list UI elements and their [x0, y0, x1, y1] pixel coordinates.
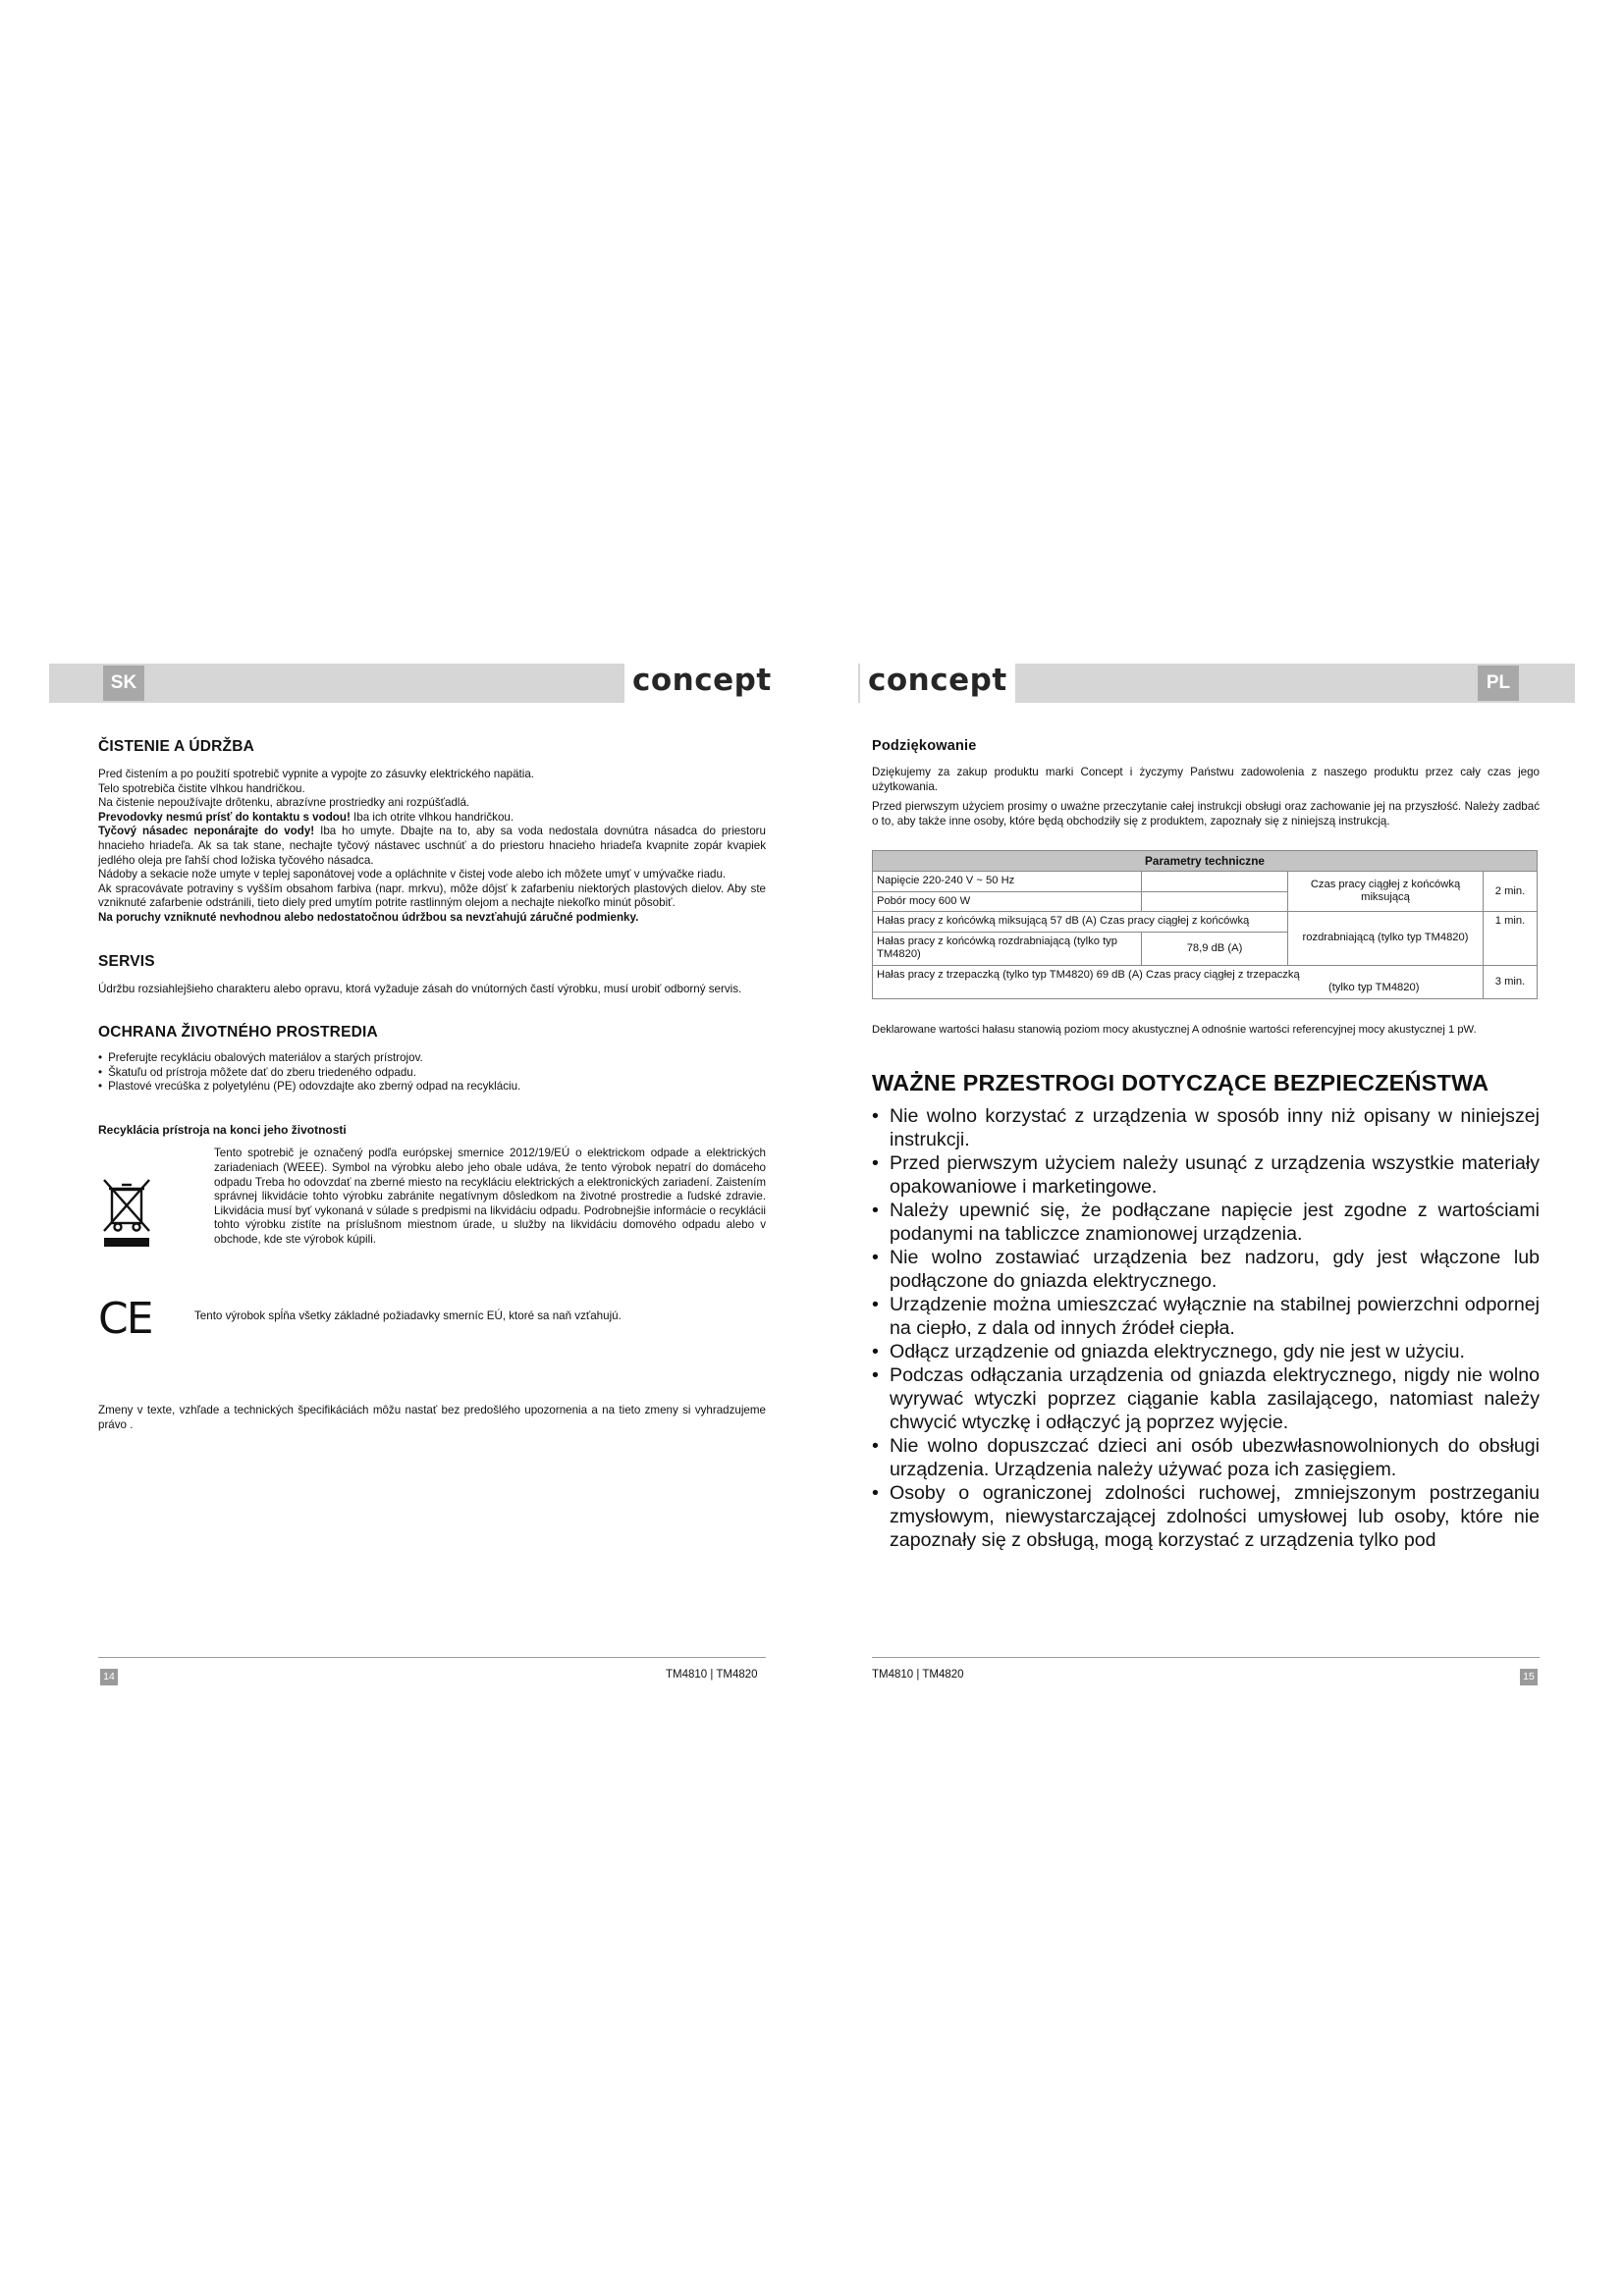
list-item: • Podczas odłączania urządzenia od gniazda elektrycznego, nigdy nie wolno wyrywać wtyczki poprzez ciąganie kabla zasilającego, natomiast należy chwycić wtyczkę i odłączyć ją poprzez wyjęcie.: [872, 1363, 1540, 1434]
sk-cleaning-line: [98, 811, 766, 826]
weee-bin-icon: [100, 1176, 155, 1249]
pl-declared-noise: Deklarowane wartości hałasu stanowią poziom mocy akustycznej A odnośnie wartości referencyjnej mocy akustycznej 1 pW.: [872, 1023, 1477, 1036]
language-tag-sk: SK: [103, 666, 144, 701]
pl-model-label: TM4810 | TM4820: [872, 1669, 964, 1681]
pl-safety-list: [872, 1104, 1540, 1552]
sk-env-title: OCHRANA ŽIVOTNÉHO PROSTREDIA: [98, 1024, 378, 1041]
sk-cleaning-line-rest: Iba ho umyte. Dbajte na to, aby sa voda nedostala dovnútra násadca do priestoru hnacieho hriadeľa. Ak sa tak stane, nechajte tyčový nástavec uschnúť a do priestoru hnacieho hriadeľa kvapnite zopár kvapiek jedlého oleja pre ľahší chod ložiska tyčového násadca.: [98, 825, 766, 867]
pl-page: [872, 738, 1540, 1552]
list-item: • Nie wolno dopuszczać dzieci ani osób ubezwłasnowolnionych do obsługi urządzenia. Urządzenia należy używać poza ich zasięgiem.: [872, 1434, 1540, 1481]
sk-model-label: TM4810 | TM4820: [666, 1669, 758, 1681]
sk-cleaning-line: Pred čistením a po použití spotrebič vypnite a vypojte zo zásuvky elektrického napätia.: [98, 768, 535, 780]
sk-service-title: SERVIS: [98, 952, 155, 970]
sk-footer-rule: [98, 1657, 766, 1658]
sk-cleaning-line: Na poruchy vzniknuté nevhodnou alebo nedostatočnou údržbou sa nevzťahujú záručné podmienky.: [98, 910, 639, 924]
sk-page-number: 14: [100, 1669, 118, 1685]
sk-env-list: [98, 1051, 766, 1094]
list-item: • Osoby o ograniczonej zdolności ruchowej, zmniejszonym postrzeganiu zmysłowym, niewystarczającej zdolności umysłowej lub osoby, które nie zapoznały się z obsługą, mogą korzystać z urządzenia tylko pod: [872, 1481, 1540, 1552]
sk-recycling-text: Tento spotrebič je označený podľa európskej smernice 2012/19/EÚ o elektrickom odpade a elektrických zariadeniach (WEEE). Symbol na výrobku alebo jeho obale udáva, že tento výrobok nepatrí do domáceho odpadu Treba ho odovzdať na zberné miesto na recykláciu elektrických a elektronických zariadení. Zaistením správnej likvidácie tohto výrobku zabránite negatívnym dôsledkom na životné prostredie a ľudské zdravie. Likvidácia musí byť vykonaná v súlade s predpismi na likvidáciu odpadu. Podrobnejšie informácie o recyklácii tohto výrobku zistíte na príslušnom miestnom úrade, u služby na likvidáciu domového odpadu alebo v obchode, kde ste výrobok kúpili.: [214, 1147, 766, 1246]
sk-warning-gearbox: Prevodovky nesmú prísť do kontaktu s vodou!: [98, 810, 351, 824]
tech-table-title: Parametry techniczne: [873, 851, 1538, 872]
list-item: • Odłącz urządzenie od gniazda elektrycznego, gdy nie jest w użyciu.: [872, 1340, 1540, 1363]
sk-cleaning-line: Nádoby a sekacie nože umyte v teplej saponátovej vode a opláchnite v čistej vode alebo ich môžete umyť v umývačke riadu.: [98, 868, 727, 881]
sk-recycling-title: Recyklácia prístroja na konci jeho životnosti: [98, 1123, 347, 1138]
table-cell: Napięcie 220-240 V ~ 50 Hz: [873, 872, 1142, 892]
pl-thanks-p2: Przed pierwszym użyciem prosimy o uważne przeczytanie całej instrukcji obsługi oraz zachowanie jej na przyszłość. Należy zadbać o to, aby także inne osoby, które będą obchodziły się z produktem, zapoznały się z niniejszą instrukcją.: [872, 800, 1540, 828]
pl-page-number: 15: [1520, 1669, 1538, 1685]
ce-mark-icon: CE: [98, 1294, 152, 1345]
sk-changes-notice: Zmeny v texte, vzhľade a technických špecifikáciách môžu nastať bez predošlého upozornenia a na tieto zmeny si vyhradzujeme právo .: [98, 1404, 766, 1431]
table-cell: 1 min.: [1484, 912, 1538, 966]
language-tag-pl: PL: [1478, 666, 1519, 701]
table-cell: [873, 965, 1484, 998]
pl-safety-title: WAŻNE PRZESTROGI DOTYCZĄCE BEZPIECZEŃSTWA: [872, 1070, 1489, 1096]
list-item: • Preferujte recykláciu obalových materiálov a starých prístrojov.: [98, 1051, 766, 1065]
table-cell: 3 min.: [1484, 965, 1538, 998]
table-cell: 2 min.: [1484, 872, 1538, 912]
brand-logo-right: concept: [860, 661, 1015, 704]
list-item: • Škatuľu od prístroja môžete dať do zberu triedeného odpadu.: [98, 1066, 766, 1080]
table-cell: Hałas pracy z końcówką miksującą 57 dB (A) Czas pracy ciągłej z końcówką: [873, 912, 1288, 933]
sk-cleaning-line-rest: Iba ich otrite vlhkou handričkou.: [350, 810, 514, 824]
sk-ce-text: Tento výrobok spĺňa všetky základné požiadavky smerníc EÚ, ktoré sa naň vzťahujú.: [194, 1309, 622, 1323]
sk-page: [98, 738, 766, 1433]
table-cell: Pobór mocy 600 W: [873, 891, 1142, 912]
sk-service-text: Údržbu rozsiahlejšieho charakteru alebo opravu, ktorá vyžaduje zásah do vnútorných častí výrobku, musí urobiť odborný servis.: [98, 982, 742, 995]
list-item: • Plastové vrecúška z polyetylénu (PE) odovzdajte ako zberný odpad na recykláciu.: [98, 1080, 766, 1094]
table-cell: rozdrabniającą (tylko typ TM4820): [1288, 912, 1484, 966]
table-cell: Czas pracy ciągłej z końcówką miksującą: [1288, 872, 1484, 912]
sk-warning-rod: Tyčový násadec neponárajte do vody!: [98, 825, 315, 838]
list-item: • Nie wolno zostawiać urządzenia bez nadzoru, gdy jest włączone lub podłączone do gniazda elektrycznego.: [872, 1246, 1540, 1293]
table-cell: [1142, 872, 1288, 892]
sk-cleaning-text: [98, 768, 766, 926]
sk-cleaning-line: Na čistenie nepoužívajte drôtenku, abrazívne prostriedky ani rozpúšťadlá.: [98, 796, 470, 810]
brand-logo-left: concept: [624, 661, 780, 704]
table-row-text: Hałas pracy z trzepaczką (tylko typ TM4820) 69 dB (A) Czas pracy ciągłej z trzepaczką: [877, 968, 1300, 981]
list-item: • Urządzenie można umieszczać wyłącznie na stabilnej powierzchni odpornej na ciepło, z dala od innych źródeł ciepła.: [872, 1293, 1540, 1340]
sk-cleaning-line: Telo spotrebiča čistite vlhkou handričkou.: [98, 781, 305, 795]
list-item: • Przed pierwszym użyciem należy usunąć z urządzenia wszystkie materiały opakowaniowe i marketingowe.: [872, 1151, 1540, 1199]
table-row-text: (tylko typ TM4820): [1328, 982, 1420, 994]
sk-ce-block: [98, 1294, 766, 1353]
table-cell: Hałas pracy z końcówką rozdrabniającą (tylko typ TM4820): [873, 932, 1142, 965]
pl-thanks-p1: Dziękujemy za zakup produktu marki Concept i życzymy Państwu zadowolenia z naszego produktu przez cały czas jego użytkowania.: [872, 766, 1540, 793]
sk-recycling-block: [98, 1147, 766, 1294]
list-item: • Nie wolno korzystać z urządzenia w sposób inny niż opisany w niniejszej instrukcji.: [872, 1104, 1540, 1151]
pl-footer-rule: [872, 1657, 1540, 1658]
table-cell: 78,9 dB (A): [1142, 932, 1288, 965]
list-item: • Należy upewnić się, że podłączane napięcie jest zgodne z wartościami podanymi na tabliczce znamionowej urządzenia.: [872, 1199, 1540, 1246]
tech-params-table: [872, 850, 1538, 999]
table-cell: [1142, 891, 1288, 912]
sk-cleaning-line: Ak spracovávate potraviny s vyšším obsahom farbiva (napr. mrkvu), môže dôjsť k zafarbeniu niektorých plastových dielov. Aby ste vzniknuté zafarbenie odstránili, tieto diely pred umytím potrite rastlinným olejom a nechajte niekoľko minút pôsobiť.: [98, 881, 766, 910]
sk-cleaning-line: [98, 825, 766, 868]
pl-thanks-title: Podziękowanie: [872, 738, 977, 754]
sk-cleaning-title: ČISTENIE A ÚDRŽBA: [98, 738, 254, 755]
